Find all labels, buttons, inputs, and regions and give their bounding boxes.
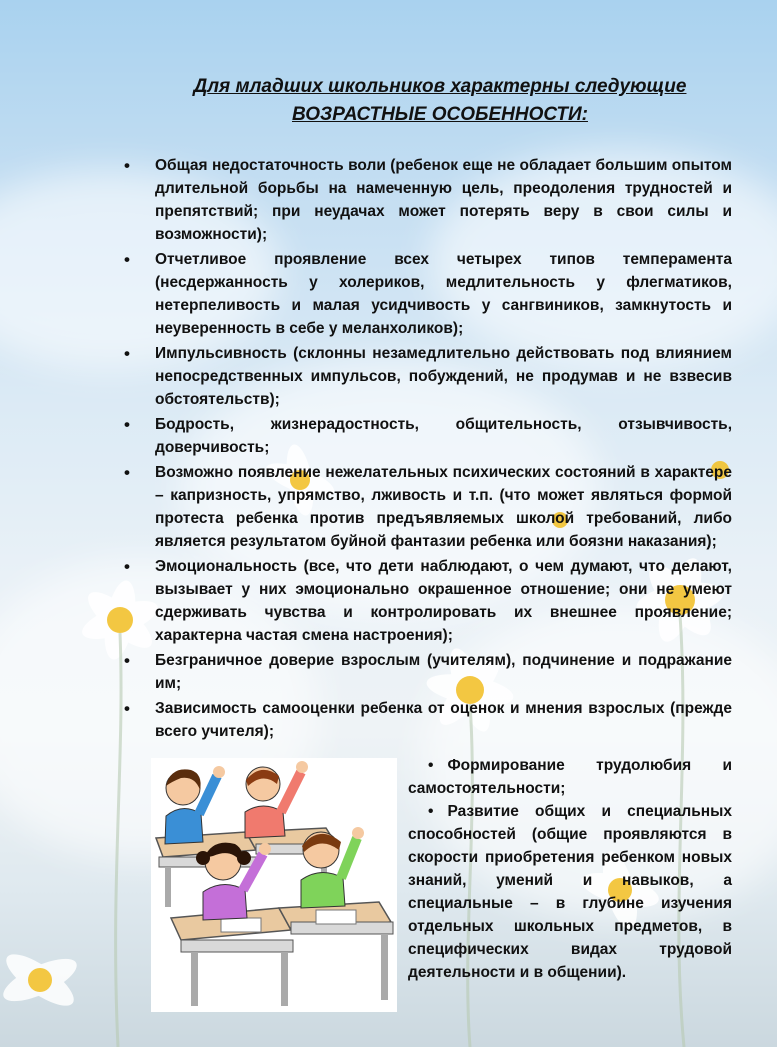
list-item: • Импульсивность (склонны незамедлительно действовать под влиянием непосредственных импульсов, побуждений, не продумав и не взвесив обстоятельств); <box>124 342 732 411</box>
page-subtitle: ВОЗРАСТНЫЕ ОСОБЕННОСТИ: <box>292 104 588 125</box>
side-features-list <box>408 754 732 984</box>
list-item: • Эмоциональность (все, что дети наблюдают, о чем думают, что делают, вызывает у них эмоционально окрашенное отношение; они не умеют сдерживать чувства и контролировать их внешнее проявление; характерна частая смена настроения); <box>124 555 732 647</box>
list-item: • Отчетливое проявление всех четырех типов темперамента (несдержанность у холериков, медлительность у флегматиков, нетерпеливость и малая усидчивость у сангвиников, замкнутость и неуверенность в себе у меланхоликов); <box>124 248 732 340</box>
list-item: • Развитие общих и специальных способностей (общие проявляются в скорости приобретения ребенком новых знаний, умений и навыков, а специальные – в глубине изучения отдельных школьных предметов, в специфических видах трудовой деятельности и в общении). <box>408 800 732 984</box>
list-item: • Общая недостаточность воли (ребенок еще не обладает большим опытом длительной борьбы на намеченную цель, преодоления трудностей и препятствий; при неудачах может потерять веру в свои силы и возможности); <box>124 154 732 246</box>
bullet: • <box>428 803 434 820</box>
page-title: Для младших школьников характерны следующие <box>193 76 687 97</box>
list-item: • Возможно появление нежелательных психических состояний в характере – капризность, упрямство, лживость и т.п. (что может являться формой протеста ребенка против предъявляемых школой требований, либо является результатом буйной фантазии ребенка или боязни наказания); <box>124 461 732 553</box>
list-item: • Зависимость самооценки ребенка от оценок и мнения взрослых (прежде всего учителя); <box>124 697 732 743</box>
list-item: • Безграничное доверие взрослым (учителям), подчинение и подражание им; <box>124 649 732 695</box>
list-item: • Бодрость, жизнерадостность, общительность, отзывчивость, доверчивость; <box>124 413 732 459</box>
features-list <box>124 154 732 745</box>
list-item: • Формирование трудолюбия и самостоятельности; <box>408 754 732 800</box>
schoolchildren-illustration <box>151 758 397 1012</box>
bullet: • <box>428 757 434 774</box>
